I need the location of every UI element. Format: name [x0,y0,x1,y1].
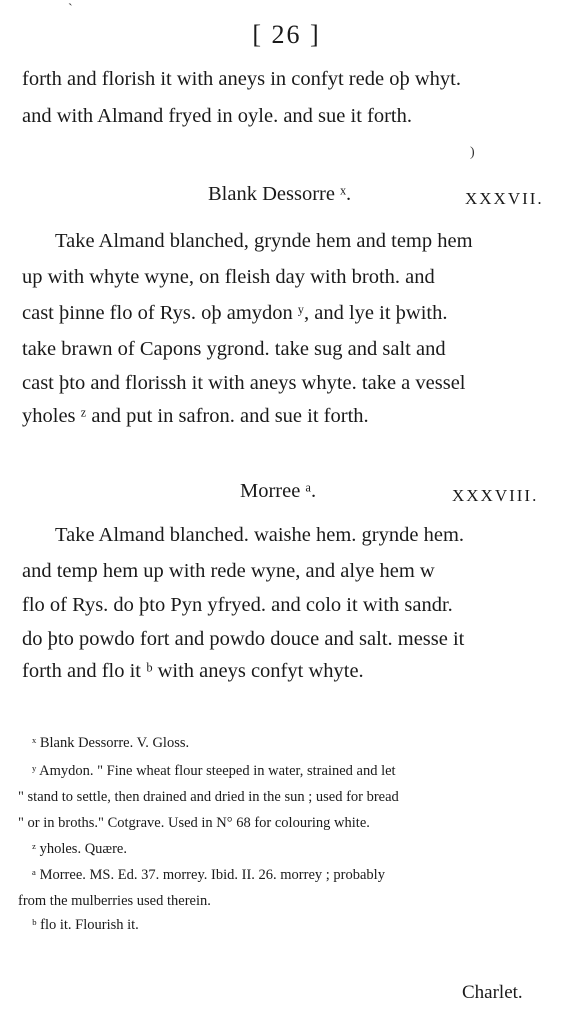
recipe-line: cast þto and florissh it with aneys whyte. take a vessel [22,372,466,394]
recipe-line: cast þinne flo of Rys. oþ amydon ʸ, and lye it þwith. [22,302,448,324]
recipe-number: XXXVIII. [452,486,539,505]
recipe-line: and temp hem up with rede wyne, and alye hem w [22,560,435,582]
recipe-line: flo of Rys. do þto Pyn yfryed. and colo it with sandr. [22,594,453,616]
recipe-line: yholes ᶻ and put in safron. and sue it forth. [22,405,369,427]
recipe-line: Take Almand blanched, grynde hem and temp hem [55,230,473,252]
intro-line: and with Almand fryed in oyle. and sue it forth. [22,105,412,127]
print-speck: ) [470,145,475,160]
print-speck: ` [68,2,73,17]
footnote-continuation: " or in broths." Cotgrave. Used in N° 68 for colouring white. [18,815,370,831]
footnote-continuation: from the mulberries used therein. [18,893,211,909]
recipe-number: XXXVII. [465,189,544,208]
recipe-line: do þto powdo fort and powdo douce and salt. messe it [22,628,465,650]
footnote-continuation: " stand to settle, then drained and dried in the sun ; used for bread [18,789,399,805]
recipe-line: up with whyte wyne, on fleish day with broth. and [22,266,435,288]
recipe-line: Take Almand blanched. waishe hem. grynde hem. [55,524,465,546]
footnote: ᵇ flo it. Flourish it. [32,917,139,933]
catchword: Charlet. [462,982,523,1003]
footnote: ᶻ yholes. Quære. [32,841,127,857]
recipe-title: Blank Dessorre ˣ. [208,183,352,205]
intro-line: forth and florish it with aneys in confyt rede oþ whyt. [22,68,461,90]
footnote: ˣ Blank Dessorre. V. Gloss. [32,735,190,751]
footnote: ᵃ Morree. MS. Ed. 37. morrey. Ibid. II. 26. morrey ; probably [32,867,385,883]
recipe-title: Morree ᵃ. [240,480,317,502]
recipe-line: take brawn of Capons ygrond. take sug and salt and [22,338,446,360]
recipe-line: forth and flo it ᵇ with aneys confyt whyte. [22,660,364,682]
page-number: [ 26 ] [252,20,321,49]
footnote: ʸ Amydon. " Fine wheat flour steeped in water, strained and let [32,763,396,779]
